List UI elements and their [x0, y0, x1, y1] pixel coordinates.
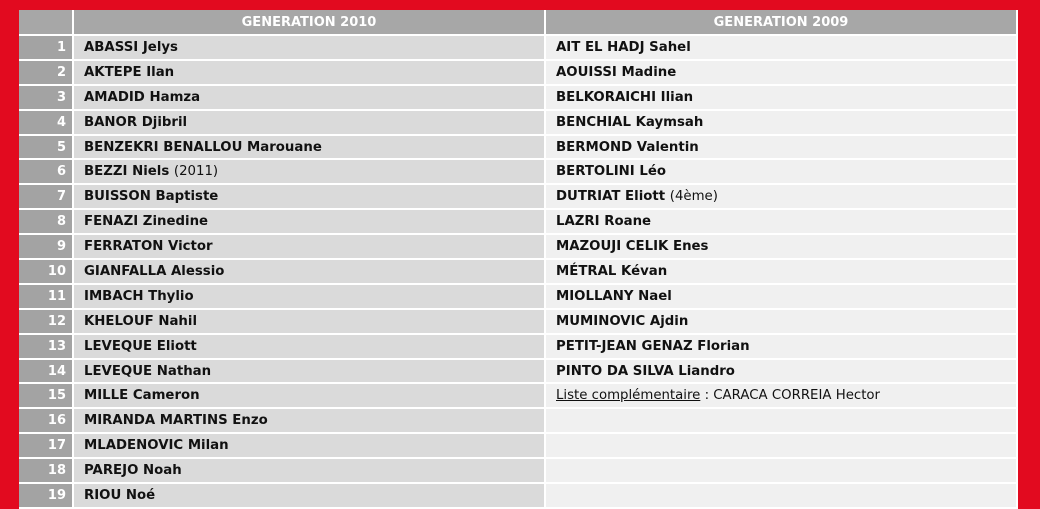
header-row — [19, 10, 1017, 35]
row-number: 19 — [19, 483, 73, 508]
player-2009-cell — [545, 408, 1017, 433]
player-name: BUISSON Baptiste — [84, 189, 219, 205]
player-2009-cell — [545, 60, 1017, 85]
player-name: BERTOLINI Léo — [556, 164, 666, 180]
row-number: 1 — [19, 35, 73, 60]
player-2009-cell — [545, 110, 1017, 135]
player-name: AOUISSI Madine — [556, 64, 677, 80]
player-2010-cell — [73, 433, 545, 458]
header-generation-2010: GENERATION 2010 — [73, 10, 545, 35]
player-2010-cell — [73, 383, 545, 408]
player-2010-cell — [73, 483, 545, 508]
player-2010-cell — [73, 184, 545, 209]
table-row — [19, 383, 1017, 408]
player-2010-cell — [73, 85, 545, 110]
player-2010-cell — [73, 234, 545, 259]
row-number: 13 — [19, 334, 73, 359]
player-2010-cell — [73, 309, 545, 334]
table-row — [19, 284, 1017, 309]
table-row — [19, 110, 1017, 135]
player-2010-cell — [73, 259, 545, 284]
player-name: BENZEKRI BENALLOU Marouane — [84, 139, 322, 155]
player-name: MÉTRAL Kévan — [556, 263, 668, 279]
player-name: MIRANDA MARTINS Enzo — [84, 413, 268, 429]
row-number: 7 — [19, 184, 73, 209]
player-2010-cell — [73, 159, 545, 184]
player-2010-cell — [73, 60, 545, 85]
table-row — [19, 408, 1017, 433]
player-name: RIOU Noé — [84, 487, 156, 503]
table-row — [19, 458, 1017, 483]
player-name: BANOR Djibril — [84, 114, 188, 130]
player-name: AKTEPE Ilan — [84, 64, 175, 80]
corner-cell — [19, 10, 73, 35]
player-name: BELKORAICHI Ilian — [556, 89, 694, 105]
player-2009-cell — [545, 433, 1017, 458]
row-number: 16 — [19, 408, 73, 433]
player-name: DUTRIAT Eliott — [556, 189, 666, 205]
table-row — [19, 35, 1017, 60]
player-name: FERRATON Victor — [84, 239, 213, 255]
player-name: ABASSI Jelys — [84, 39, 178, 55]
player-2009-cell — [545, 483, 1017, 508]
table-row — [19, 209, 1017, 234]
player-name: AMADID Hamza — [84, 89, 201, 105]
row-number: 9 — [19, 234, 73, 259]
player-name: AIT EL HADJ Sahel — [556, 39, 691, 55]
row-number: 12 — [19, 309, 73, 334]
player-name: PAREJO Noah — [84, 463, 182, 479]
table-row — [19, 234, 1017, 259]
player-2009-cell — [545, 359, 1017, 384]
table-row — [19, 334, 1017, 359]
player-2010-cell — [73, 209, 545, 234]
table-row — [19, 259, 1017, 284]
player-2009-cell — [545, 184, 1017, 209]
player-name: PINTO DA SILVA Liandro — [556, 363, 735, 379]
player-2009-cell — [545, 234, 1017, 259]
player-note: (4ème) — [669, 189, 718, 205]
table-row — [19, 309, 1017, 334]
row-number: 18 — [19, 458, 73, 483]
row-number: 15 — [19, 383, 73, 408]
player-2010-cell — [73, 334, 545, 359]
player-name: MUMINOVIC Ajdin — [556, 313, 689, 329]
table-row — [19, 60, 1017, 85]
row-number: 10 — [19, 259, 73, 284]
player-name: FENAZI Zinedine — [84, 214, 209, 230]
table-row — [19, 184, 1017, 209]
player-name: MIOLLANY Nael — [556, 288, 672, 304]
player-name: KHELOUF Nahil — [84, 313, 198, 329]
row-number: 5 — [19, 135, 73, 160]
row-number: 2 — [19, 60, 73, 85]
player-2010-cell — [73, 135, 545, 160]
player-2009-cell — [545, 334, 1017, 359]
row-number: 3 — [19, 85, 73, 110]
table-row — [19, 85, 1017, 110]
player-name: MAZOUJI CELIK Enes — [556, 239, 709, 255]
row-number: 6 — [19, 159, 73, 184]
player-name: BERMOND Valentin — [556, 139, 699, 155]
player-2010-cell — [73, 458, 545, 483]
row-number: 11 — [19, 284, 73, 309]
player-2009-cell — [545, 35, 1017, 60]
player-2010-cell — [73, 284, 545, 309]
row-number: 8 — [19, 209, 73, 234]
table-row — [19, 359, 1017, 384]
table-row — [19, 135, 1017, 160]
player-2009-cell — [545, 284, 1017, 309]
player-2010-cell — [73, 35, 545, 60]
player-2009-cell — [545, 259, 1017, 284]
player-2010-cell — [73, 408, 545, 433]
player-name: MILLE Cameron — [84, 388, 200, 404]
table-row — [19, 159, 1017, 184]
header-generation-2009: GENERATION 2009 — [545, 10, 1017, 35]
player-note: (2011) — [173, 164, 219, 180]
player-2009-cell — [545, 135, 1017, 160]
player-2010-cell — [73, 110, 545, 135]
player-2009-cell — [545, 458, 1017, 483]
player-name: BEZZI Niels — [84, 164, 170, 180]
player-name: GIANFALLA Alessio — [84, 263, 225, 279]
row-number: 17 — [19, 433, 73, 458]
player-2009-cell — [545, 309, 1017, 334]
player-name: BENCHIAL Kaymsah — [556, 114, 704, 130]
roster-table — [19, 10, 1018, 509]
roster-frame — [19, 10, 1017, 509]
player-2009-cell — [545, 209, 1017, 234]
complementary-list-link[interactable]: Liste complémentaire — [556, 388, 701, 404]
player-name: IMBACH Thylio — [84, 288, 194, 304]
player-name: PETIT-JEAN GENAZ Florian — [556, 338, 750, 354]
player-2009-cell — [545, 85, 1017, 110]
player-name: LAZRI Roane — [556, 214, 652, 230]
player-name: LEVEQUE Nathan — [84, 363, 212, 379]
player-2009-cell — [545, 383, 1017, 408]
player-name: MLADENOVIC Milan — [84, 438, 229, 454]
player-2009-cell — [545, 159, 1017, 184]
row-number: 4 — [19, 110, 73, 135]
complementary-list-entry: : CARACA CORREIA Hector — [700, 388, 881, 404]
table-row — [19, 433, 1017, 458]
player-2010-cell — [73, 359, 545, 384]
player-name: LEVEQUE Eliott — [84, 338, 197, 354]
table-row — [19, 483, 1017, 508]
row-number: 14 — [19, 359, 73, 384]
